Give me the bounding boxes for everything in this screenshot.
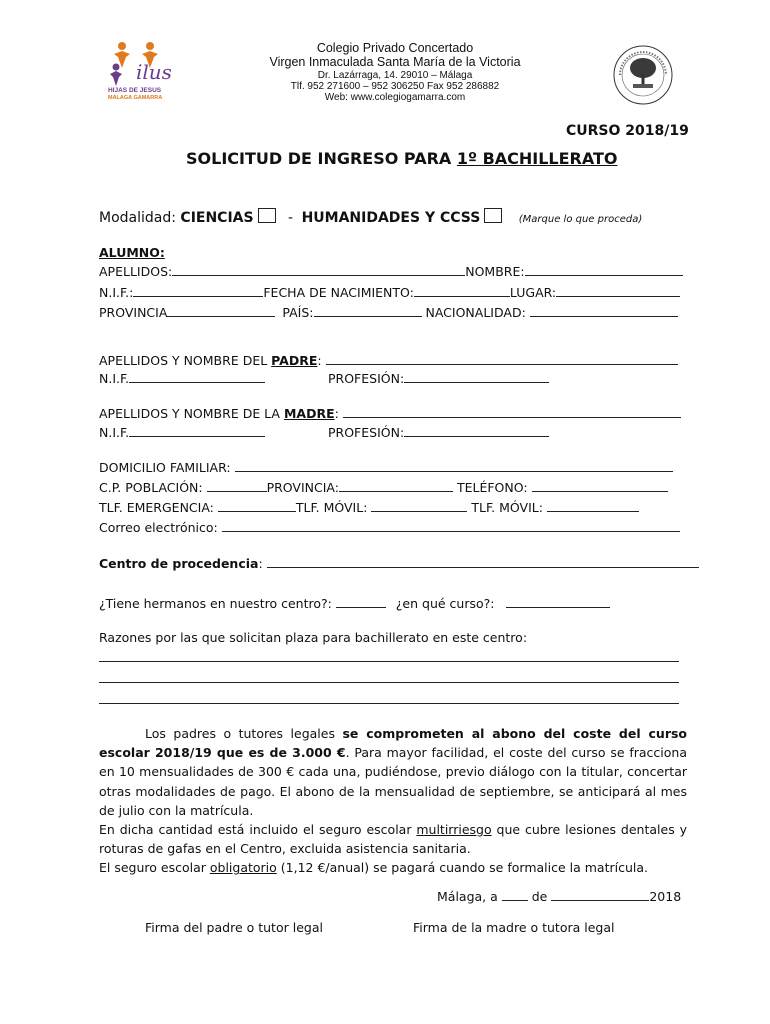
- madre-row1: APELLIDOS Y NOMBRE DE LA MADRE:: [99, 405, 681, 421]
- date-month-field[interactable]: [551, 888, 649, 901]
- madre-profesion-label: PROFESIÓN:: [328, 425, 405, 440]
- padre-profesion-row: [328, 370, 549, 386]
- domicilio-field[interactable]: [235, 459, 673, 472]
- hermanos-question: ¿Tiene hermanos en nuestro centro?:: [99, 596, 332, 611]
- padre-nif-field[interactable]: [129, 370, 265, 383]
- centro-colon: :: [258, 556, 263, 571]
- date-row: [437, 888, 681, 904]
- centro-row: [99, 555, 699, 571]
- telefono-label: TELÉFONO:: [456, 480, 528, 495]
- lugar-label: LUGAR:: [509, 285, 557, 300]
- provincia-field[interactable]: [167, 304, 275, 317]
- mandatory-insurance-obligatorio: obligatorio: [209, 860, 277, 876]
- form-title-course: 1º BACHILLERATO: [456, 149, 618, 168]
- date-day-field[interactable]: [502, 888, 528, 901]
- madre-nif-label: N.I.F.: [99, 425, 130, 440]
- nombre-label: NOMBRE:: [465, 264, 525, 279]
- provincia-label: PROVINCIA: [99, 305, 168, 320]
- alumno-row1: [99, 263, 683, 279]
- madre-label: APELLIDOS Y NOMBRE DE LA: [99, 406, 280, 421]
- curso-hermanos-question: ¿en qué curso?:: [395, 596, 495, 611]
- tlf-movil1-label: TLF. MÓVIL:: [295, 500, 368, 515]
- firma-madre-label: Firma de la madre o tutora legal: [413, 920, 615, 935]
- dom-provincia-field[interactable]: [339, 479, 453, 492]
- correo-label: Correo electrónico:: [99, 520, 218, 535]
- apellidos-label: APELLIDOS:: [99, 264, 173, 279]
- madre-nif-row: [99, 424, 265, 440]
- nif-field[interactable]: [133, 284, 263, 297]
- alumno-row2: [99, 284, 680, 300]
- nacionalidad-label: NACIONALIDAD:: [425, 305, 526, 320]
- payment-text-intro: Los padres o tutores legales: [145, 726, 343, 741]
- mandatory-insurance-a: El seguro escolar: [99, 860, 210, 876]
- padre-nif-row: [99, 370, 265, 386]
- insurance-text-a: En dicha cantidad está incluido el seguro escolar: [99, 822, 417, 838]
- school-type: Colegio Privado Concertado: [316, 41, 474, 55]
- correo-field[interactable]: [222, 519, 680, 532]
- nif-label: N.I.F.:: [99, 285, 134, 300]
- school-seal: [612, 44, 674, 106]
- telefono-field[interactable]: [532, 479, 668, 492]
- cp-poblacion-label: C.P. POBLACIÓN:: [99, 480, 203, 495]
- course-year: CURSO 2018/19: [566, 123, 689, 139]
- firma-padre-label: Firma del padre o tutor legal: [145, 920, 323, 935]
- form-title-prefix: SOLICITUD DE INGRESO PARA: [186, 149, 457, 168]
- date-de: de: [527, 889, 552, 904]
- tlf-movil2-label: TLF. MÓVIL:: [471, 500, 543, 515]
- modalidad-separator: -: [288, 210, 294, 226]
- modalidad-humanidades: HUMANIDADES Y CCSS: [301, 210, 481, 226]
- alumno-heading: ALUMNO:: [99, 245, 165, 260]
- alumno-row3: [99, 304, 678, 320]
- modalidad-label: Modalidad:: [99, 210, 176, 226]
- seal-tree-icon: [612, 44, 674, 106]
- logo-caption: HIJAS DE JESUS: [108, 87, 162, 94]
- poblacion-row: [99, 479, 668, 495]
- domicilio-row: [99, 459, 673, 475]
- razones-line-2[interactable]: [99, 682, 679, 683]
- centro-label: Centro de procedencia: [99, 556, 259, 571]
- padre-profesion-field[interactable]: [404, 370, 549, 383]
- razones-line-3[interactable]: [99, 703, 679, 704]
- padre-profesion-label: PROFESIÓN:: [328, 371, 405, 386]
- modalidad-row: [99, 208, 642, 226]
- domicilio-label: DOMICILIO FAMILIAR:: [99, 460, 231, 475]
- nacionalidad-field[interactable]: [530, 304, 678, 317]
- date-year: 2018: [649, 889, 682, 904]
- madre-profesion-field[interactable]: [404, 424, 549, 437]
- school-web: Web: www.colegiogamarra.com: [324, 92, 466, 103]
- madre-role: MADRE: [283, 406, 335, 421]
- correo-row: [99, 519, 680, 535]
- payment-text-body: . Para mayor facilidad, el coste del curso se fracciona en 10 mensualidades de 300 € cada una, pudiéndose, previo diálogo con la titular, concertar otras modalidades de pago. El abono de la mensualidad de septiembre, se anticipará al mes de julio con la matrícula.: [99, 745, 687, 818]
- pais-label: PAÍS:: [282, 305, 314, 320]
- payment-paragraph: [99, 724, 687, 878]
- hermanos-field[interactable]: [336, 595, 386, 608]
- madre-nif-field[interactable]: [129, 424, 265, 437]
- tlf-movil2-field[interactable]: [547, 499, 639, 512]
- form-title: [186, 149, 618, 168]
- curso-hermanos-field[interactable]: [506, 595, 610, 608]
- padre-nif-label: N.I.F.: [99, 371, 130, 386]
- dom-provincia-label: PROVINCIA:: [266, 480, 339, 495]
- ciencias-checkbox[interactable]: [258, 208, 276, 223]
- school-phones: Tlf. 952 271600 – 952 306250 Fax 952 286882: [290, 81, 500, 92]
- humanidades-checkbox[interactable]: [484, 208, 502, 223]
- apellidos-field[interactable]: [172, 263, 465, 276]
- padre-label: APELLIDOS Y NOMBRE DEL: [99, 353, 268, 368]
- lugar-field[interactable]: [556, 284, 680, 297]
- tlf-emergencia-field[interactable]: [218, 499, 296, 512]
- logo-caption-city: MÁLAGA GAMARRA: [108, 95, 163, 101]
- pais-field[interactable]: [314, 304, 422, 317]
- padre-nombre-field[interactable]: [326, 352, 678, 365]
- tlf-movil1-field[interactable]: [371, 499, 467, 512]
- date-place: Málaga, a: [437, 889, 502, 904]
- mandatory-insurance-c: (1,12 €/anual) se pagará cuando se formalice la matrícula.: [276, 860, 648, 876]
- madre-nombre-field[interactable]: [343, 405, 681, 418]
- telefonos-row: [99, 499, 639, 515]
- school-name: Virgen Inmaculada Santa María de la Victoria: [269, 55, 521, 69]
- madre-profesion-row: [328, 424, 549, 440]
- nombre-field[interactable]: [525, 263, 683, 276]
- school-logo: [108, 40, 178, 102]
- insurance-text-c: que cubre lesiones dentales y roturas de gafas en el Centro, excluida asistencia sanitaria.: [99, 822, 687, 857]
- payment-commitment: se comprometen al abono del coste del curso escolar 2018/19 que es de 3.000 €: [99, 726, 688, 761]
- fecha-nacimiento-field[interactable]: [414, 284, 510, 297]
- padre-role: PADRE: [271, 353, 318, 368]
- logo-text: ilus: [136, 60, 172, 84]
- centro-field[interactable]: [267, 555, 699, 568]
- razones-line-1[interactable]: [99, 661, 679, 662]
- school-address: Dr. Lazárraga, 14. 29010 – Málaga: [317, 70, 473, 81]
- razones-label: Razones por las que solicitan plaza para bachillerato en este centro:: [99, 630, 528, 645]
- fecha-nacimiento-label: FECHA DE NACIMIENTO:: [263, 285, 414, 300]
- hermanos-row: [99, 595, 610, 611]
- cp-poblacion-field[interactable]: [207, 479, 267, 492]
- padre-row1: APELLIDOS Y NOMBRE DEL PADRE:: [99, 352, 678, 368]
- tlf-emergencia-label: TLF. EMERGENCIA:: [99, 500, 214, 515]
- modalidad-ciencias: CIENCIAS: [180, 210, 254, 226]
- insurance-multirriesgo: multirriesgo: [416, 822, 492, 838]
- modalidad-hint: (Marque lo que proceda): [518, 214, 643, 225]
